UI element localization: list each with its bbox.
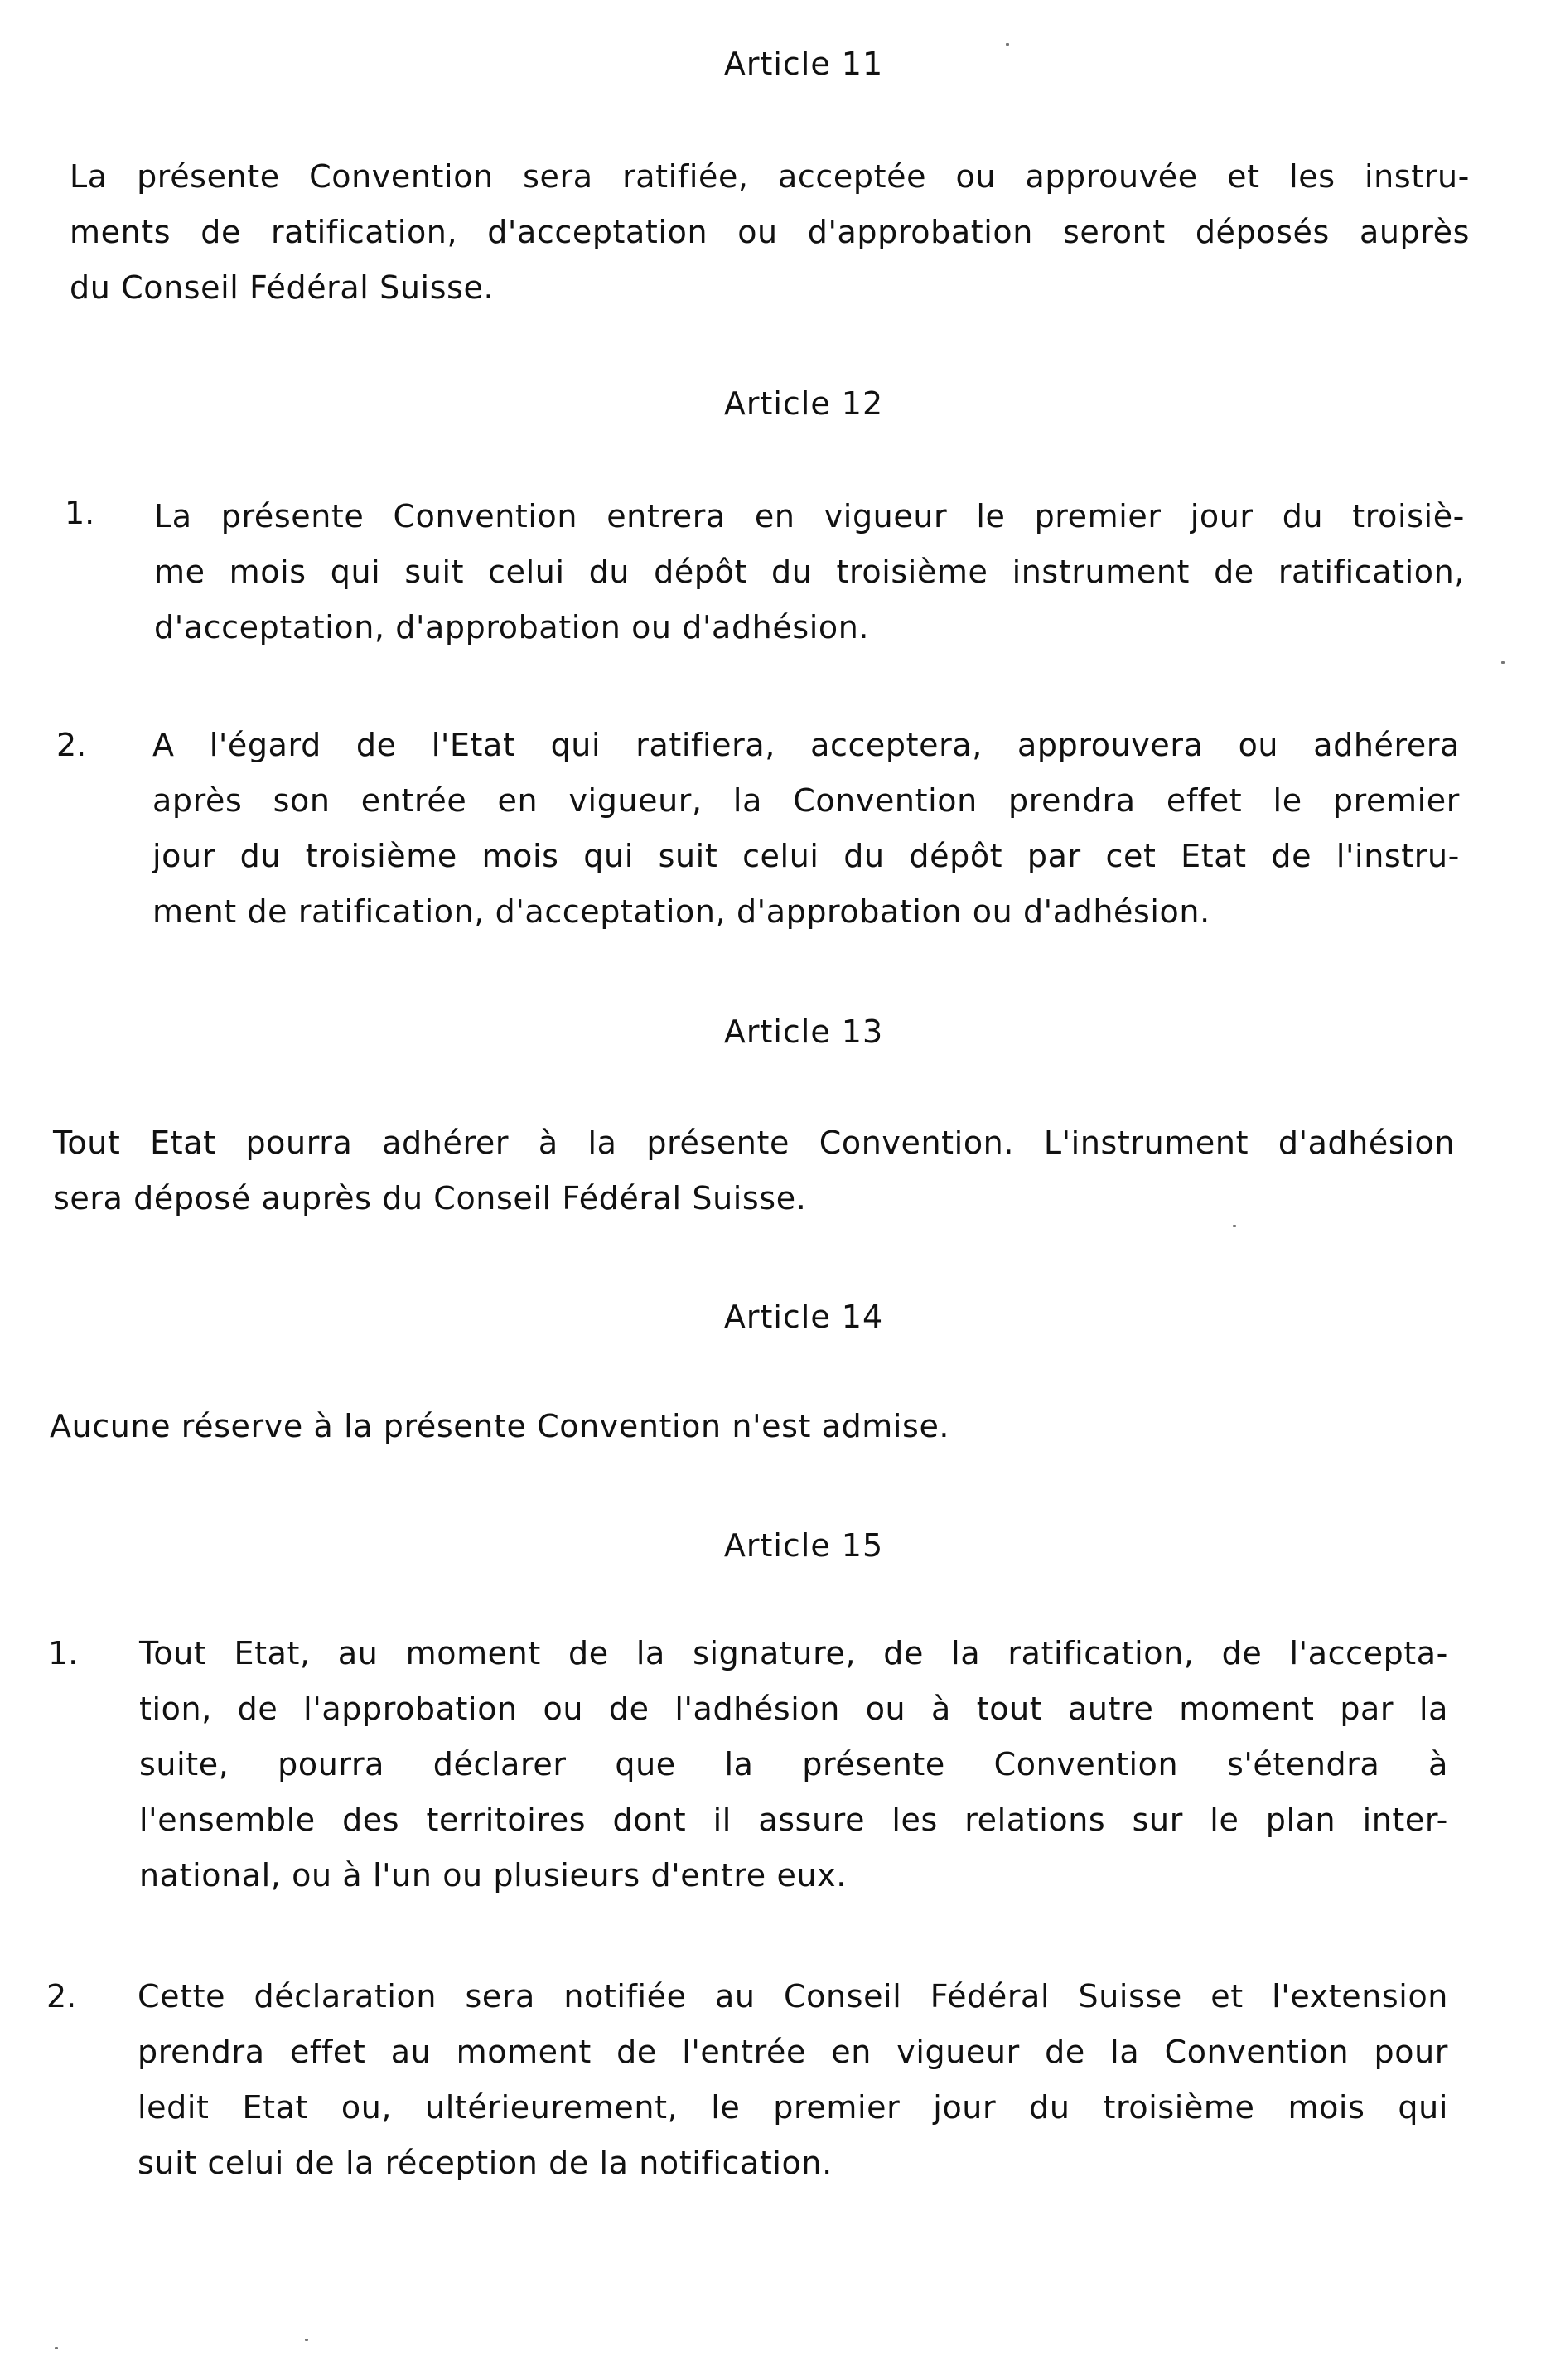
text-line: l'ensemble des territoires dont il assure les relations sur le plan inter- (139, 1802, 1448, 1838)
article-13-heading: Article 13 (723, 1013, 884, 1050)
article-12-paragraph-2 (152, 718, 1460, 940)
article-11-paragraph (70, 149, 1470, 316)
text-line: ment de ratification, d'acceptation, d'approbation ou d'adhésion. (152, 893, 1210, 930)
paragraph-number: 1. (48, 1635, 79, 1671)
text-line: Cette déclaration sera notifiée au Conseil Fédéral Suisse et l'extension (138, 1978, 1448, 2015)
paragraph-number: 2. (56, 727, 87, 763)
article-11-heading: Article 11 (723, 46, 884, 82)
text-line: national, ou à l'un ou plusieurs d'entre eux. (139, 1857, 847, 1894)
text-line: suit celui de la réception de la notification. (138, 2145, 833, 2181)
text-line: La présente Convention entrera en vigueur le premier jour du troisiè- (154, 498, 1465, 535)
text-line: suite, pourra déclarer que la présente Convention s'étendra à (139, 1746, 1448, 1783)
article-14-heading: Article 14 (723, 1299, 884, 1335)
text-line: du Conseil Fédéral Suisse. (70, 269, 495, 306)
article-12-paragraph-1 (154, 489, 1465, 655)
article-15-heading: Article 15 (723, 1527, 884, 1564)
scan-speck (1233, 1225, 1236, 1227)
text-line: ments de ratification, d'acceptation ou d'approbation seront déposés auprès (70, 214, 1470, 250)
text-line: Tout Etat, au moment de la signature, de la ratification, de l'accepta- (139, 1635, 1448, 1671)
article-15-paragraph-2 (138, 1969, 1448, 2191)
article-13-paragraph (53, 1115, 1455, 1226)
text-line: A l'égard de l'Etat qui ratifiera, acceptera, approuvera ou adhérera (152, 727, 1460, 763)
text-line: Aucune réserve à la présente Convention n'est admise. (50, 1408, 950, 1444)
scan-speck (305, 2339, 308, 2341)
text-line: prendra effet au moment de l'entrée en vigueur de la Convention pour (138, 2034, 1448, 2070)
scan-speck (1006, 43, 1009, 46)
scan-speck (55, 2347, 58, 2349)
text-line: sera déposé auprès du Conseil Fédéral Suisse. (53, 1180, 807, 1217)
paragraph-number: 2. (46, 1978, 77, 2015)
article-14-paragraph (50, 1399, 1452, 1454)
text-line: ledit Etat ou, ultérieurement, le premier jour du troisième mois qui (138, 2089, 1448, 2126)
text-line: tion, de l'approbation ou de l'adhésion ou à tout autre moment par la (139, 1691, 1448, 1727)
text-line: me mois qui suit celui du dépôt du troisième instrument de ratification, (154, 554, 1465, 590)
text-line: La présente Convention sera ratifiée, acceptée ou approuvée et les instru- (70, 158, 1470, 195)
text-line: après son entrée en vigueur, la Convention prendra effet le premier (152, 782, 1460, 819)
article-12-heading: Article 12 (723, 385, 884, 422)
paragraph-number: 1. (65, 495, 95, 531)
scan-speck (1501, 661, 1505, 664)
text-line: d'acceptation, d'approbation ou d'adhésion. (154, 609, 870, 646)
article-15-paragraph-1 (139, 1626, 1448, 1904)
text-line: jour du troisième mois qui suit celui du dépôt par cet Etat de l'instru- (152, 838, 1460, 874)
text-line: Tout Etat pourra adhérer à la présente Convention. L'instrument d'adhésion (53, 1125, 1455, 1161)
